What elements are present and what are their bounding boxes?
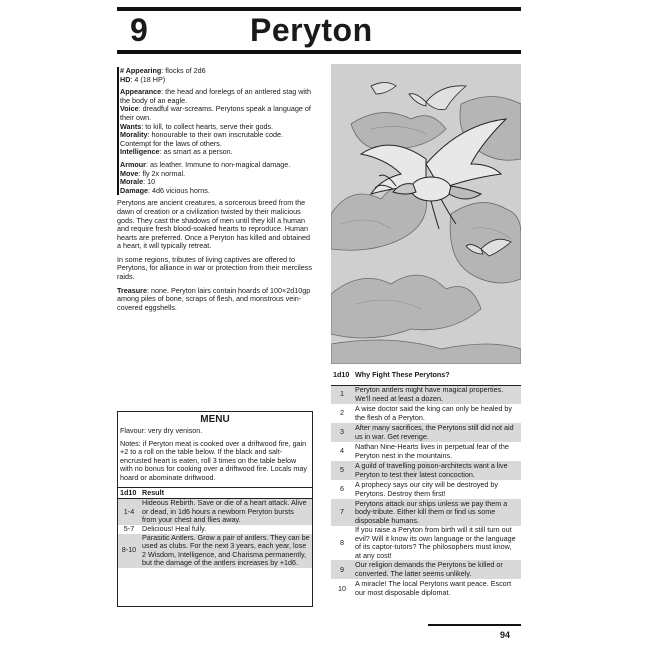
why-row-text: After many sacrifices, the Perytons still did not aid us in war. Get revenge. — [353, 423, 521, 442]
why-row-text: A wise doctor said the king can only be healed by the flesh of a Peryton. — [355, 403, 513, 422]
page-number: 94 — [500, 630, 511, 640]
stat-label: Voice — [120, 104, 139, 114]
page-number-rule — [428, 624, 521, 626]
menu-notes: Notes: if Peryton meat is cooked over a driftwood fire, gain +2 to a roll on the table below. If the black and salt-encrusted heart is eaten, roll 3 times on the table below with no bonus for cooking over a driftwood fire. Locals may hoard or abominate driftwood. — [120, 438, 307, 482]
why-row — [331, 442, 521, 461]
why-row-roll: 4 — [340, 446, 344, 456]
description-paragraphs — [117, 199, 313, 281]
stat-block — [117, 67, 313, 195]
why-col-title: Why Fight These Perytons? — [353, 366, 521, 385]
illustration-svg — [331, 64, 521, 364]
menu-row-roll: 8-10 — [118, 534, 140, 568]
why-row-text: If you raise a Peryton from birth will it still turn out evil? Will it know its own language or the language of its captor-tutors? The philosophers must know, at any cost! — [355, 525, 516, 560]
why-row — [331, 404, 521, 423]
menu-title: MENU — [200, 414, 230, 425]
treasure-label: Treasure — [117, 285, 147, 295]
menu-row-roll: 1-4 — [118, 499, 140, 525]
why-row-text: A miracle! The local Perytons want peace. Escort our most disposable diplomat. — [355, 579, 512, 597]
why-row-text: Peryton antlers might have magical properties. We'll need at least a dozen. — [353, 385, 521, 404]
stat-value: : 4d6 vicious horns. — [147, 185, 210, 195]
stat-line — [120, 131, 313, 148]
stat-value: : fly 2x normal. — [138, 168, 186, 178]
why-row-roll: 9 — [331, 560, 353, 579]
description-paragraph: In some regions, tributes of living captives are offered to Perytons, for alliance in war or protection from their merciless raids. — [117, 254, 312, 282]
why-row-roll: 6 — [340, 484, 344, 494]
why-row-roll: 1 — [331, 385, 353, 404]
chapter-number: 9 — [130, 12, 148, 48]
stat-value: : 4 (18 HP) — [130, 74, 166, 84]
stat-label: Armour — [120, 159, 146, 169]
stat-label: Move — [120, 168, 139, 178]
treasure-value: : none. Peryton lairs contain hoards of 100×2d10gp among piles of bone, scraps of flesh, and monstrous vein-covered eggshells. — [117, 285, 311, 312]
why-row-text: A guild of travelling poison-architects want a live Peryton to test their latest concoction. — [353, 461, 521, 480]
why-row-roll: 10 — [338, 583, 346, 593]
stat-label: Wants — [120, 121, 142, 131]
why-row-text: Our religion demands the Perytons be killed or converted. The latter seems unlikely. — [353, 560, 521, 579]
left-column — [117, 67, 313, 317]
stat-value: : the head and forelegs of an antlered stag with the body of an eagle. — [120, 87, 311, 105]
page-title: Peryton — [250, 12, 373, 48]
stat-value: : 10 — [143, 177, 156, 187]
stat-line — [120, 148, 313, 157]
menu-row — [118, 534, 312, 568]
stat-label: Morality — [120, 130, 148, 140]
why-col-roll: 1d10 — [331, 366, 353, 385]
stat-value: : flocks of 2d6 — [161, 66, 206, 75]
stat-value: : to kill, to collect hearts, serve their gods. — [141, 121, 274, 131]
menu-row-result: Parasitic Antlers. Grow a pair of antlers. They can be used as clubs. For the next 3 years, each year, lose 2 Wisdom, Intelligence, and Charisma permanently, but the damage of the antlers increases by +1d6. — [140, 534, 312, 568]
stat-label: # Appearing — [120, 66, 162, 75]
why-row-roll: 7 — [331, 499, 353, 526]
peryton-illustration — [331, 64, 521, 364]
why-row-roll: 3 — [331, 423, 353, 442]
stat-label: Morale — [120, 177, 144, 187]
menu-row — [118, 499, 312, 525]
why-row — [331, 526, 521, 560]
stat-line — [120, 105, 313, 122]
menu-row-result: Hideous Rebirth. Save or die of a heart attack. Alive or dead, in 1d6 hours a newborn Peryton bursts from your chest and flies away. — [140, 499, 312, 525]
stat-label: HD — [120, 74, 131, 84]
why-row — [331, 480, 521, 499]
header-rule-bottom — [117, 50, 521, 54]
why-row-roll: 5 — [331, 461, 353, 480]
stat-label: Damage — [120, 185, 148, 195]
why-row — [331, 461, 521, 480]
why-row — [331, 423, 521, 442]
why-row-text: Nathan Nine-Hearts lives in perpetual fear of the Peryton nest in the mountains. — [355, 441, 509, 460]
stat-line — [120, 76, 313, 85]
why-row — [331, 385, 521, 404]
stat-line — [120, 88, 313, 105]
description-paragraph: Perytons are ancient creatures, a sorcerous breed from the dawn of creation or a civilization twisted by their malicious gods. They cast the shadows of men until they kill a human and require fresh blood-soaked hearts to reproduce. Human hearts are preferred. Once a Peryton has killed and obtained a heart, it will typically retreat. — [117, 198, 310, 251]
why-fight-table-wrap — [331, 366, 521, 598]
stat-value: : honourable to their own inscrutable code. Contempt for the laws of others. — [120, 130, 284, 148]
why-fight-table — [331, 366, 521, 598]
menu-row-result: Delicious! Heal fully. — [142, 523, 207, 533]
why-row-text: A prophecy says our city will be destroyed by Perytons. Destroy them first! — [355, 479, 499, 498]
menu-col-result: Result — [140, 487, 312, 499]
stat-value: : as smart as a person. — [159, 147, 233, 157]
menu-box — [117, 411, 313, 607]
why-row-roll: 8 — [340, 537, 344, 547]
why-row — [331, 560, 521, 579]
stat-value: : dreadful war-screams. Perytons speak a language of their own. — [120, 104, 311, 122]
menu-row-roll: 5-7 — [123, 523, 135, 533]
menu-table — [118, 487, 312, 568]
menu-flavour: Flavour: very dry venison. — [120, 426, 203, 435]
stat-line — [120, 187, 313, 196]
stat-label: Intelligence — [120, 147, 160, 157]
why-row — [331, 579, 521, 598]
why-row-roll: 2 — [340, 408, 344, 418]
stat-value: : as leather. Immune to non-magical damage. — [145, 159, 291, 169]
stat-label: Appearance — [120, 87, 162, 97]
menu-col-roll: 1d10 — [118, 487, 140, 499]
why-row-text: Perytons attack our ships unless we pay them a body-tribute. Either kill them or find us some disposable humans. — [353, 499, 521, 526]
treasure-line — [117, 287, 313, 313]
why-row — [331, 499, 521, 526]
